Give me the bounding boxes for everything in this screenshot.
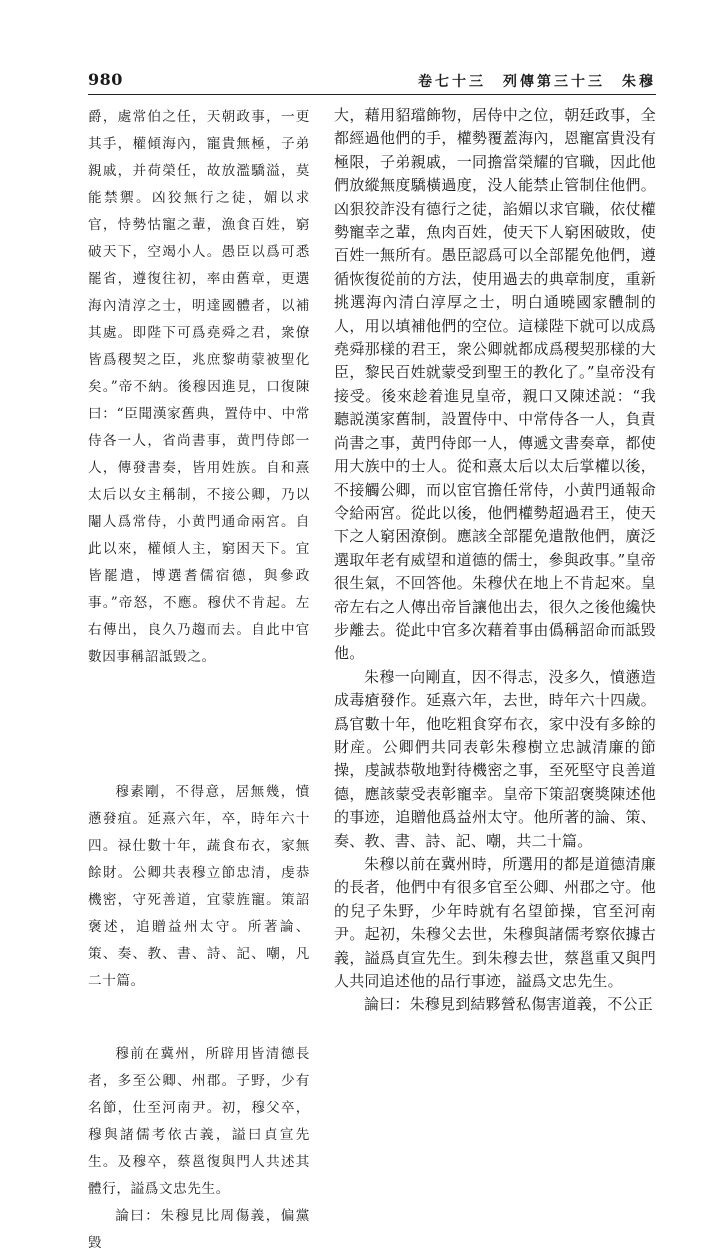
classical-paragraph-1: 爵，處常伯之任，天朝政事，一更其手，權傾海內，寵貴無極，子弟親戚，并荷榮任，故放濫驕溢，莫能禁禦。凶狡無行之徒，媚以求官，恃勢怙寵之輩，漁食百姓，窮破天下，空竭小人。愚臣以爲可悉罷省，遵復往初，率由舊章，更選海內清淳之士，明達國體者，以補其處。即陛下可爲堯舜之君，衆僚皆爲稷契之臣，兆庶黎萌蒙被聖化矣。”帝不納。後穆因進見，口復陳曰：“臣聞漢家舊典，置侍中、中常侍各一人，省尚書事，黄門侍郎一人，傳發書奏，皆用姓族。自和熹太后以女主稱制，不接公卿，乃以閹人爲常侍，小黄門通命兩宮。自此以來，權傾人主，窮困天下。宜皆罷遣，博選耆儒宿德，與參政事。”帝怒，不應。穆伏不肯起。左右傳出，良久乃趨而去。自此中官數因事稱詔詆毀之。 bbox=[88, 109, 310, 665]
page-header bbox=[88, 70, 656, 92]
column-gap bbox=[88, 671, 310, 779]
running-head: 卷七十三 列傳第三十三 朱穆 bbox=[418, 74, 656, 90]
column-gap bbox=[88, 995, 310, 1041]
classical-paragraph-2: 穆素剛，不得意，居無幾，憤懣發疽。延熹六年，卒，時年六十四。禄仕數十年，蔬食布衣，家無餘財。公卿共表穆立節忠清，虔恭機密，守死善道，宜蒙旌寵。策詔褒述，追贈益州太守。所著論、策、奏、教、書、詩、記、嘲，凡二十篇。 bbox=[88, 784, 310, 989]
translation-paragraph-2: 朱穆一向剛直，因不得志，没多久，憤懣造成毒瘡發作。延熹六年，去世，時年六十四歲。爲官數十年，他吃粗食穿布衣，家中没有多餘的財産。公卿們共同表彰朱穆樹立忠誠清廉的節操，虔誠恭敬地對待機密之事，至死堅守良善道德，應該蒙受表彰寵幸。皇帝下策詔褒獎陳述他的事迹，追贈他爲益州太守。他所著的論、策、奏、教、書、詩、記、嘲，共二十篇。 bbox=[334, 667, 656, 850]
page-number: 980 bbox=[88, 70, 123, 89]
translation-text-column bbox=[334, 104, 656, 1017]
classical-paragraph-4: 論曰：朱穆見比周傷義，偏黨毀 bbox=[88, 1208, 310, 1251]
header-rule bbox=[88, 94, 656, 95]
translation-paragraph-4: 論曰：朱穆見到結夥營私傷害道義，不公正 bbox=[364, 995, 653, 1014]
classical-paragraph-3: 穆前在冀州，所辟用皆清德長者，多至公卿、州郡。子野，少有名節，仕至河南尹。初，穆父卒，穆與諸儒考依古義，謚曰貞宣先生。及穆卒，蔡邕復與門人共述其體行，謚爲文忠先生。 bbox=[88, 1046, 310, 1197]
translation-paragraph-3: 朱穆以前在冀州時，所選用的都是道德清廉的長者，他們中有很多官至公卿、州郡之守。他的兒子朱野，少年時就有名望節操，官至河南尹。起初，朱穆父去世，朱穆與諸儒考察依據古義，謚爲貞宣先生。到朱穆去世，蔡邕重又與門人共同追述他的品行事迹，謚爲文忠先生。 bbox=[334, 855, 656, 991]
classical-text-column bbox=[88, 104, 310, 1257]
translation-paragraph-1: 大，藉用貂璫飾物，居侍中之位，朝廷政事，全都經過他們的手，權勢覆蓋海內，恩寵富貴没有極限，子弟親戚，一同擔當榮耀的官職，因此他們放縱無度驕橫過度，没人能禁止管制住他們。凶狠狡詐没有德行之徒，諂媚以求官職，依仗權勢寵幸之輩，魚肉百姓，使天下人窮困破敗，使百姓一無所有。愚臣認爲可以全部罷免他們，遵循恢復從前的方法，使用過去的典章制度，重新挑選海內清白淳厚之士，明白通曉國家體制的人，用以填補他們的空位。這樣陛下就可以成爲堯舜那樣的君王，衆公卿就都成爲稷契那樣的大臣，黎民百姓就蒙受到聖王的教化了。”皇帝没有接受。後來趁着進見皇帝，親口又陳述説：“我聽説漢家舊制，設置侍中、中常侍各一人，負責尚書之事，黄門侍郎一人，傳遞文書奏章，都使用大族中的士人。從和熹太后以太后掌權以後，不接觸公卿，而以宦官擔任常侍，小黄門通報命令給兩宮。從此以後，他們權勢超過君王，使天下之人窮困潦倒。應該全部罷免遣散他們，廣泛選取年老有威望和道德的儒士，參與政事。”皇帝很生氣，不回答他。朱穆伏在地上不肯起來。皇帝左右之人傳出帝旨讓他出去，很久之後他纔快步離去。從此中官多次藉着事由僞稱詔命而詆毀他。 bbox=[334, 106, 656, 663]
